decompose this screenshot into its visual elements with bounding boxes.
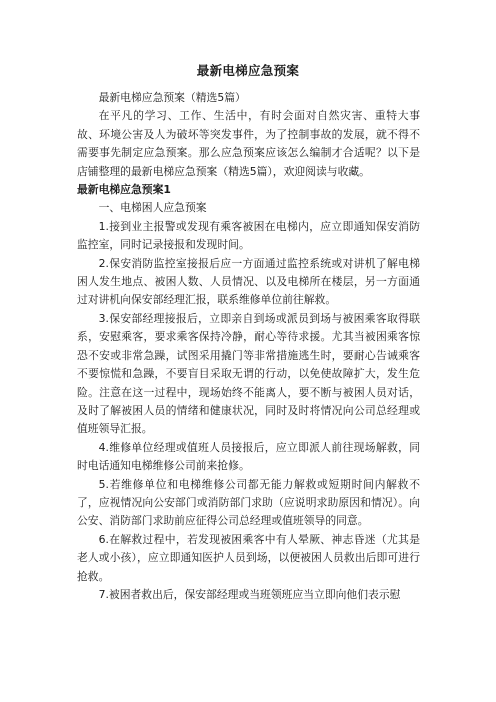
section-heading: 最新电梯应急预案1	[77, 183, 171, 197]
paragraph: 4.维修单位经理或值班人员接报后，应立即派人前往现场解救，同时电话通知电梯维修公司前来抢修。	[77, 440, 420, 473]
paragraph: 5.若维修单位和电梯维修公司都无能力解救或短期时间内解救不了，应视情况向公安部门或消防部门求助（应说明求助原因和情况）。向公安、消防部门求助前应征得公司总经理或值班领导的同意。	[77, 477, 420, 528]
paragraph: 6.在解救过程中，若发现被困乘客中有人晕厥、神志昏迷（尤其是老人或小孩），应立即通知医护人员到场，以便被困人员救出后即可进行抢救。	[77, 532, 420, 583]
paragraph: 7.被困者救出后，保安部经理或当班领班应当立即向他们表示慰	[98, 587, 401, 601]
paragraph: 在平凡的学习、工作、生活中，有时会面对自然灾害、重特大事故、环境公害及人为破坏等突发事件，为了控制事故的发展，就不得不需要事先制定应急预案。那么应急预案应该怎么编制才合适呢？以下是店铺整理的最新电梯应急预案（精选5篇），欢迎阅读与收藏。	[77, 109, 420, 178]
document-title: 最新电梯应急预案	[196, 63, 300, 78]
paragraph: 2.保安消防监控室接报后应一方面通过监控系统或对讲机了解电梯困人发生地点、被困人数、人员情况、以及电梯所在楼层，另一方面通过对讲机向保安部经理汇报，联系维修单位前往解救。	[77, 256, 420, 307]
document-body	[77, 89, 420, 604]
paragraph: 一、电梯困人应急预案	[98, 201, 207, 215]
paragraph: 3.保安部经理接报后，立即亲自到场或派员到场与被困乘客取得联系，安慰乘客，要求乘客保持冷静，耐心等待求援。尤其当被困乘客惊恐不安或非常急躁，试图采用撬门等非常措施逃生时，要耐心告诫乘客不要惊慌和急躁，不要盲目采取无谓的行动，以免使故障扩大，发生危险。注意在这一过程中，现场始终不能离人，要不断与被困人员对话，及时了解被困人员的情绪和健康状况，同时及时将情况向公司总经理或值班领导汇报。	[77, 311, 420, 436]
paragraph: 1.接到业主报警或发现有乘客被困在电梯内，应立即通知保安消防监控室，同时记录接报和发现时间。	[77, 219, 420, 252]
paragraph: 最新电梯应急预案（精选5篇）	[98, 91, 246, 104]
